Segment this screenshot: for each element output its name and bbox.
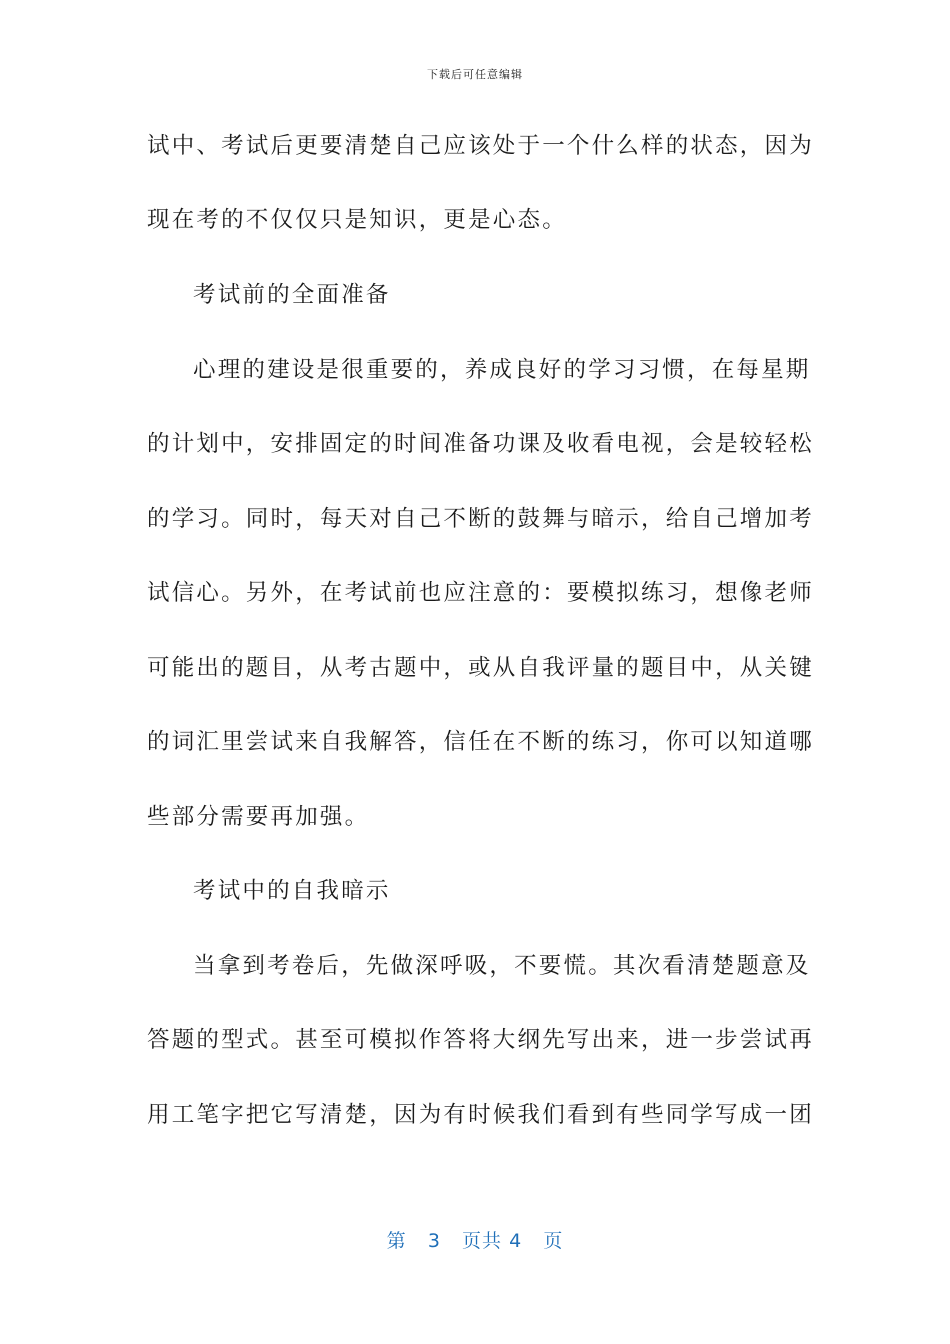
section-heading: 考试前的全面准备	[193, 282, 391, 308]
paragraph-line: 的学习。同时，每天对自己不断的鼓舞与暗示，给自己增加考	[147, 506, 814, 532]
paragraph-line: 试中、考试后更要清楚自己应该处于一个什么样的状态，因为	[147, 133, 814, 159]
footer-page-number: 3	[427, 1230, 441, 1252]
paragraph-line: 心理的建设是很重要的，养成良好的学习习惯，在每星期	[193, 357, 811, 383]
footer-total-pages: 4	[509, 1230, 523, 1252]
footer-prefix: 第	[386, 1230, 407, 1252]
paragraph-line: 当拿到考卷后，先做深呼吸，不要慌。其次看清楚题意及	[193, 953, 811, 979]
paragraph-line: 可能出的题目，从考古题中，或从自我评量的题目中，从关键	[147, 655, 814, 681]
paragraph-line: 的计划中，安排固定的时间准备功课及收看电视，会是较轻松	[147, 431, 814, 457]
paragraph-line: 的词汇里尝试来自我解答，信任在不断的练习，你可以知道哪	[147, 729, 814, 755]
paragraph-line: 答题的型式。甚至可模拟作答将大纲先写出来，进一步尝试再	[147, 1027, 814, 1053]
paragraph-line: 些部分需要再加强。	[147, 804, 370, 830]
paragraph-line: 现在考的不仅仅只是知识，更是心态。	[147, 207, 567, 233]
paragraph-line: 试信心。另外，在考试前也应注意的：要模拟练习，想像老师	[147, 580, 814, 606]
page-header: 下载后可任意编辑	[427, 68, 523, 81]
section-heading: 考试中的自我暗示	[193, 878, 391, 904]
page-number-footer	[0, 1226, 950, 1253]
footer-suffix: 页	[543, 1230, 564, 1252]
footer-middle: 页共	[462, 1230, 503, 1252]
paragraph-line: 用工笔字把它写清楚，因为有时候我们看到有些同学写成一团	[147, 1102, 814, 1128]
